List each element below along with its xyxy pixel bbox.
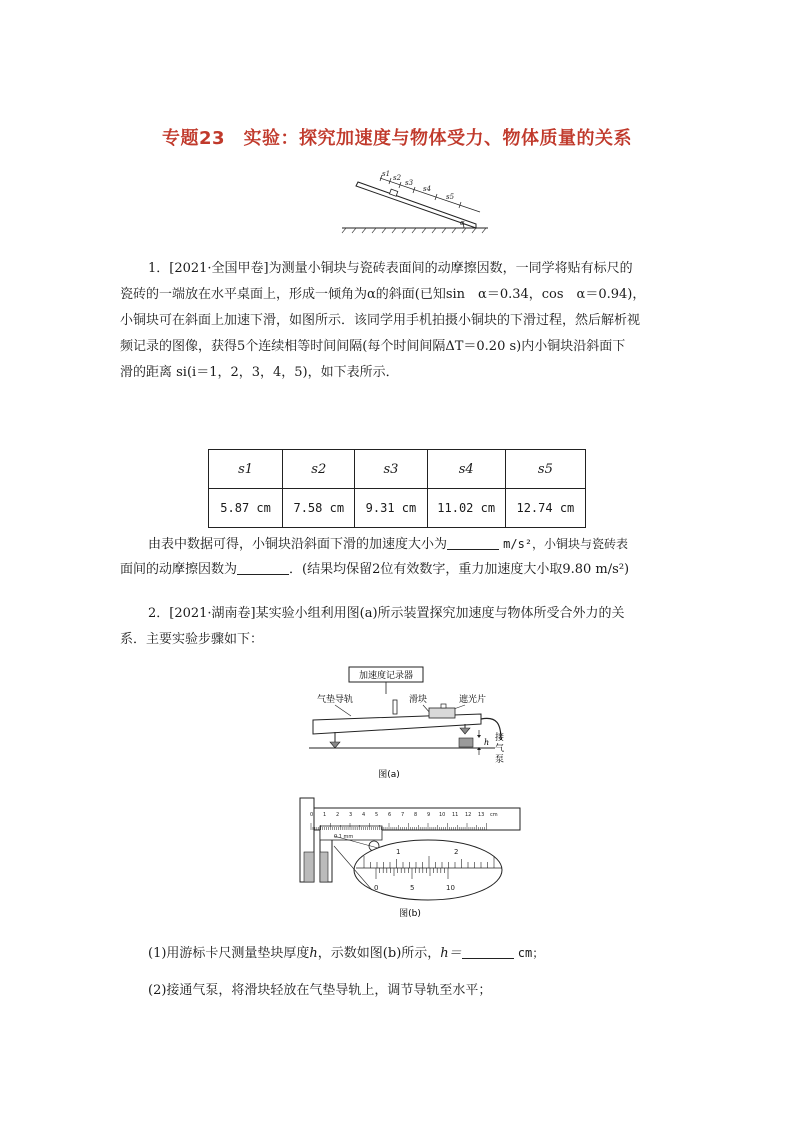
q1-line-4: 频记录的图像，获得5个连续相等时间间隔(每个时间间隔ΔT＝0.20 s)内小铜块沿斜面下	[120, 339, 626, 354]
main-scale-7: 7	[401, 812, 405, 818]
question-1-answer	[120, 531, 680, 583]
table-header-cell: s2	[283, 450, 355, 489]
zoom-vernier-0: 0	[374, 884, 379, 892]
table-header-cell: s5	[505, 450, 585, 489]
step-2: (2)接通气泵，将滑块轻放在气垫导轨上，调节导轨至水平；	[148, 983, 492, 998]
slider-label: 滑块	[409, 695, 428, 705]
pump-label-3: 泵	[495, 755, 505, 765]
q1-answer-unit: m/s²，小铜块与瓷砖表	[503, 537, 629, 551]
table-header-row	[209, 450, 586, 489]
question-2	[120, 601, 680, 653]
s5-label: s5	[446, 193, 455, 201]
zoom-main-2: 2	[454, 848, 459, 856]
s3-label: s3	[405, 179, 414, 187]
table-cell: 9.31 cm	[355, 489, 427, 528]
main-scale-6: 6	[388, 812, 392, 818]
table-cell: 7.58 cm	[283, 489, 355, 528]
q1-answer-note: ．(结果均保留2位有效数字，重力加速度大小取9.80 m/s²)	[289, 562, 630, 577]
zoom-main-1: 1	[396, 848, 401, 856]
friction-coefficient-blank[interactable]	[237, 560, 289, 575]
table-cell: 5.87 cm	[209, 489, 283, 528]
pump-label-2: 气	[495, 744, 505, 754]
table-header-cell: s4	[427, 450, 505, 489]
step-1	[148, 940, 688, 966]
q1-line-3: 小铜块可在斜面上加速下滑，如图所示．该同学用手机拍摄小铜块的下滑过程，然后解析视	[120, 313, 641, 328]
incline-figure	[340, 168, 490, 234]
vernier-unit: 0.1 mm	[334, 834, 354, 840]
thickness-blank[interactable]	[462, 944, 514, 959]
pump-label-1: 接	[495, 733, 505, 743]
main-scale-1: 1	[323, 812, 327, 818]
q1-answer-text-1: 由表中数据可得，小铜块沿斜面下滑的加速度大小为	[148, 537, 448, 552]
main-scale-10: 10	[439, 812, 446, 818]
main-scale-13: 13	[478, 812, 485, 818]
step-1-text-b: ，示数如图(b)所示，	[317, 946, 441, 961]
zoom-vernier-10: 10	[446, 884, 455, 892]
main-scale-4: 4	[362, 812, 366, 818]
main-scale-3: 3	[349, 812, 353, 818]
q2-line-1: 2．[2021·湖南卷]某实验小组利用图(a)所示装置探究加速度与物体所受合外力的关	[148, 606, 625, 621]
question-2-steps	[148, 940, 688, 1004]
recorder-label: 加速度记录器	[358, 671, 414, 681]
main-scale-8: 8	[414, 812, 418, 818]
shade-label: 遮光片	[459, 695, 487, 705]
table-cell: 12.74 cm	[505, 489, 585, 528]
alpha-label: α	[460, 219, 465, 227]
main-scale-12: 12	[465, 812, 472, 818]
q1-line-5: 滑的距离 si(i＝1，2，3，4，5)，如下表所示．	[120, 365, 399, 380]
step-1-h-eq: h＝	[440, 946, 462, 961]
vernier-caliper-figure	[294, 792, 526, 920]
table-header-cell: s3	[355, 450, 427, 489]
page-title: 专题23 实验：探究加速度与物体受力、物体质量的关系	[161, 128, 633, 149]
q1-line-1: 1．[2021·全国甲卷]为测量小铜块与瓷砖表面间的动摩擦因数，一同学将贴有标尺的	[148, 261, 633, 276]
main-scale-11: 11	[452, 812, 459, 818]
main-scale-unit: cm	[490, 812, 498, 818]
q1-answer-text-2: 面间的动摩擦因数为	[120, 562, 238, 577]
main-scale-0: 0	[310, 812, 314, 818]
main-scale-5: 5	[375, 812, 379, 818]
question-1	[120, 256, 680, 386]
zoom-vernier-5: 5	[410, 884, 415, 892]
table-cell: 11.02 cm	[427, 489, 505, 528]
acceleration-blank[interactable]	[447, 535, 499, 550]
s2-label: s2	[393, 174, 402, 182]
step-1-unit: cm；	[517, 946, 545, 960]
step-1-text-a: (1)用游标卡尺测量垫块厚度	[148, 946, 310, 961]
table-header-cell: s1	[209, 450, 283, 489]
s1-label: s1	[382, 170, 391, 178]
main-scale-2: 2	[336, 812, 340, 818]
figure-b-caption: 图(b)	[399, 909, 421, 919]
q2-line-2: 系．主要实验步骤如下：	[120, 632, 264, 647]
main-scale-9: 9	[427, 812, 431, 818]
step-1-h: h	[309, 946, 318, 961]
q1-line-2: 瓷砖的一端放在水平桌面上，形成一倾角为α的斜面(已知sin α＝0.34，cos α＝0.94)，	[120, 287, 646, 302]
air-track-label: 气垫导轨	[317, 695, 354, 705]
distance-table	[208, 449, 586, 528]
figure-a-caption: 图(a)	[378, 770, 400, 780]
table-row	[209, 489, 586, 528]
s4-label: s4	[423, 185, 432, 193]
air-track-figure	[305, 664, 515, 782]
h-label: h	[484, 738, 490, 747]
